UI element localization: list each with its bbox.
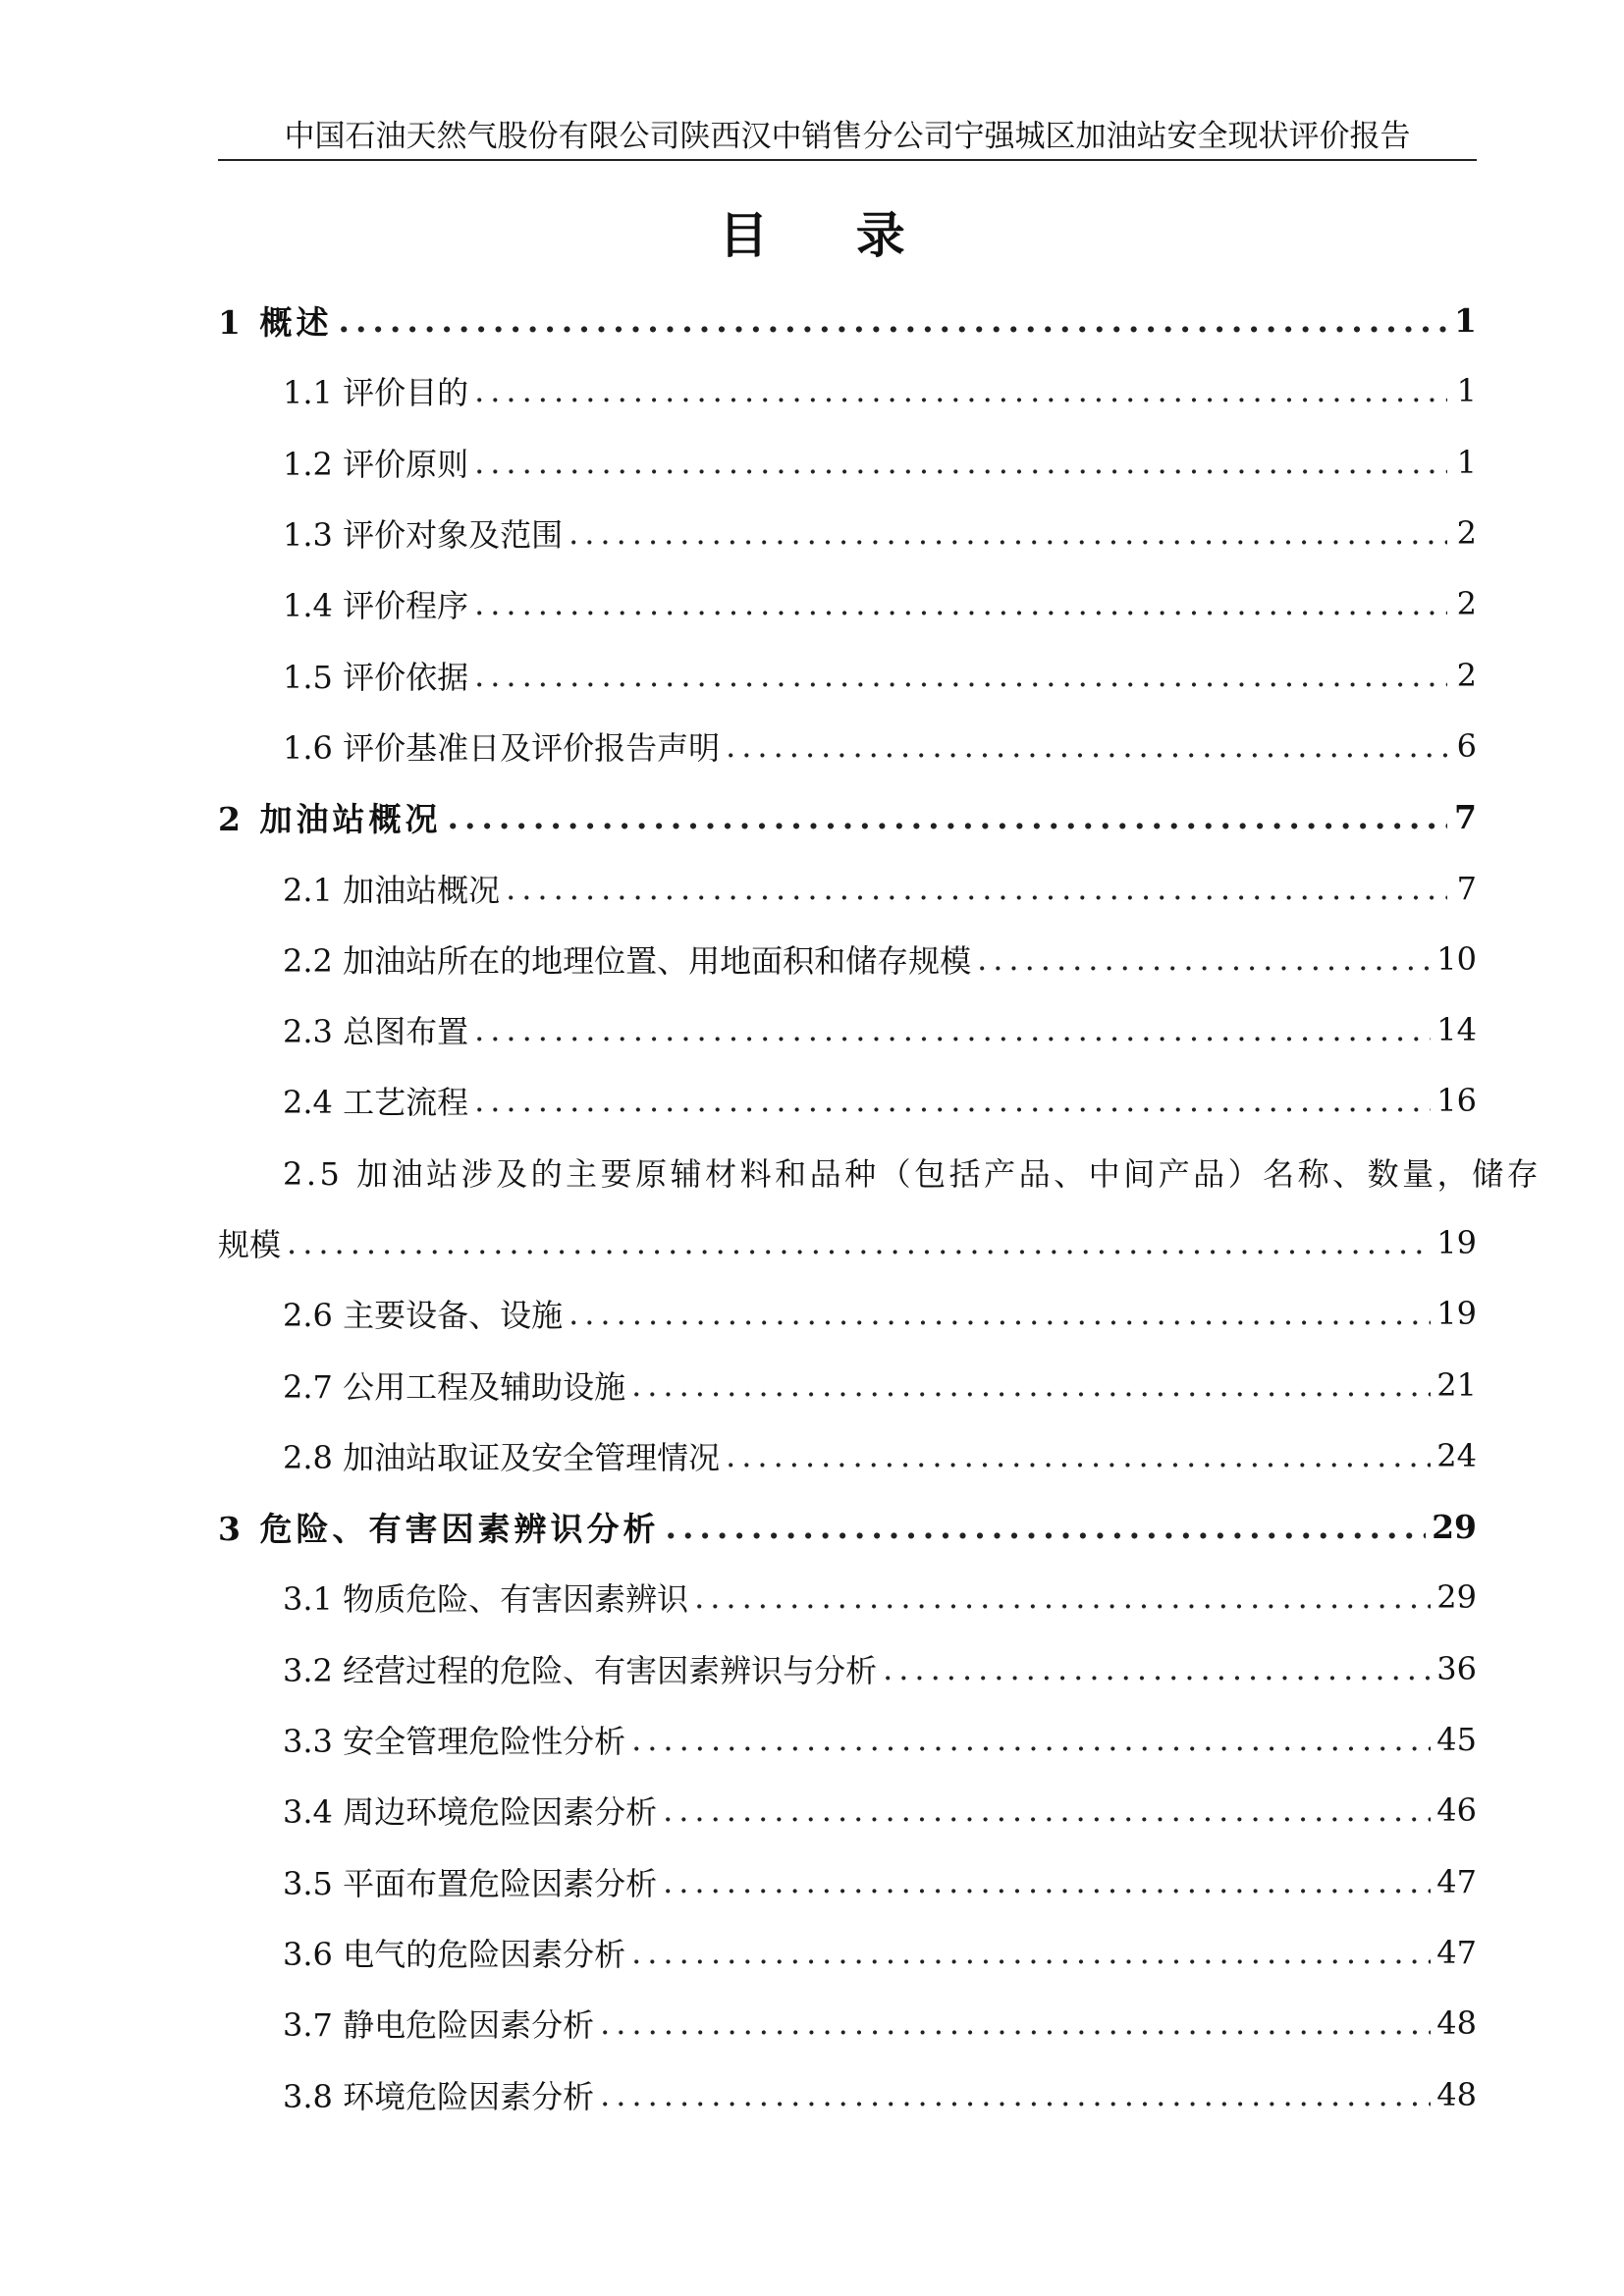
toc-entry-label: 2.2 加油站所在的地理位置、用地面积和储存规模 — [283, 941, 972, 980]
toc-leader-dots — [338, 301, 1447, 340]
toc-entry-label: 3 危险、有害因素辨识分析 — [218, 1509, 660, 1548]
toc-entry[interactable] — [218, 1137, 1543, 1207]
toc-entry-label: 3.2 经营过程的危险、有害因素辨识与分析 — [283, 1651, 878, 1689]
toc-entry-label: 2 加油站概况 — [218, 799, 442, 838]
toc-entry-page: 2 — [1456, 656, 1477, 694]
toc-entry-page: 36 — [1436, 1649, 1477, 1687]
toc-entry-label: 2.1 加油站概况 — [283, 871, 501, 909]
toc-entry[interactable] — [218, 924, 1477, 994]
toc-entry-label: 2.5 加油站涉及的主要原辅材料和品种（包括产品、中间产品）名称、数量，储存 — [283, 1154, 1543, 1193]
toc-entry-label: 3.1 物质危险、有害因素辨识 — [283, 1580, 689, 1619]
toc-entry-label: 1 概述 — [218, 302, 333, 342]
toc-entry-page: 48 — [1436, 2075, 1477, 2113]
toc-leader-dots — [474, 657, 1447, 694]
toc-entry[interactable] — [218, 994, 1477, 1065]
toc-leader-dots — [474, 585, 1447, 622]
toc-entry-page: 29 — [1432, 1507, 1477, 1546]
toc-entry-label: 2.7 公用工程及辅助设施 — [283, 1367, 626, 1406]
toc-leader-dots — [600, 2076, 1431, 2113]
toc-leader-dots — [663, 1791, 1431, 1829]
toc-entry-page: 48 — [1436, 2004, 1477, 2043]
toc-leader-dots — [631, 1366, 1431, 1404]
toc-entry-page: 47 — [1436, 1862, 1477, 1900]
toc-entry[interactable] — [218, 1917, 1477, 1988]
toc-leader-dots — [883, 1650, 1431, 1687]
toc-entry-label: 3.5 平面布置危险因素分析 — [283, 1864, 658, 1902]
toc-leader-dots — [568, 1295, 1431, 1332]
toc-leader-dots — [600, 2004, 1431, 2042]
running-header: 中国石油天然气股份有限公司陕西汉中销售分公司宁强城区加油站安全现状评价报告 — [284, 119, 1411, 154]
toc-entry-page: 16 — [1436, 1082, 1477, 1120]
toc-entry-page: 1 — [1454, 300, 1477, 340]
toc-entry-page: 19 — [1436, 1224, 1477, 1261]
toc-entry[interactable] — [218, 568, 1477, 639]
toc-entry[interactable] — [218, 355, 1477, 426]
toc-entry-label: 2.4 工艺流程 — [283, 1084, 469, 1122]
toc-entry[interactable] — [218, 1846, 1477, 1917]
toc-entry[interactable] — [218, 285, 1477, 355]
toc-leader-dots — [287, 1224, 1431, 1261]
toc-entry[interactable] — [218, 1349, 1477, 1419]
toc-entry-page: 2 — [1456, 585, 1477, 623]
toc-entry-label: 3.4 周边环境危险因素分析 — [283, 1793, 658, 1832]
toc-entry[interactable] — [218, 498, 1477, 568]
toc-entry[interactable] — [218, 427, 1477, 498]
toc-entry[interactable] — [218, 781, 1477, 852]
toc-leader-dots — [726, 727, 1447, 765]
toc-entry-continuation[interactable] — [218, 1207, 1477, 1278]
toc-entry[interactable] — [218, 852, 1477, 923]
toc-entry[interactable] — [218, 1775, 1477, 1845]
toc-leader-dots — [726, 1437, 1431, 1474]
toc-entry-label: 规模 — [218, 1226, 282, 1263]
toc-entry[interactable] — [218, 1562, 1477, 1632]
toc-leader-dots — [474, 372, 1447, 409]
toc-entry-page: 14 — [1436, 1011, 1477, 1049]
table-of-contents — [218, 285, 1543, 2130]
toc-entry-label: 1.3 评价对象及范围 — [283, 516, 564, 555]
toc-leader-dots — [474, 1082, 1431, 1119]
toc-leader-dots — [631, 1934, 1431, 1971]
toc-entry[interactable] — [218, 1491, 1477, 1562]
toc-entry-label: 1.5 评价依据 — [283, 658, 469, 696]
toc-entry-page: 29 — [1436, 1578, 1477, 1617]
toc-entry-label: 1.2 评价原则 — [283, 445, 469, 483]
toc-entry-page: 1 — [1456, 443, 1477, 481]
toc-leader-dots — [977, 940, 1431, 978]
toc-entry-page: 7 — [1456, 869, 1477, 907]
toc-entry-label: 3.7 静电危险因素分析 — [283, 2006, 595, 2045]
toc-entry-page: 46 — [1436, 1791, 1477, 1830]
toc-entry-page: 24 — [1436, 1436, 1477, 1474]
toc-leader-dots — [506, 870, 1447, 907]
toc-entry-label: 2.8 加油站取证及安全管理情况 — [283, 1438, 721, 1476]
toc-leader-dots — [474, 1011, 1431, 1048]
toc-entry[interactable] — [218, 1704, 1477, 1775]
toc-entry[interactable] — [218, 711, 1477, 781]
toc-leader-dots — [474, 444, 1447, 481]
toc-entry-page: 7 — [1454, 797, 1477, 836]
toc-leader-dots — [631, 1721, 1431, 1758]
toc-entry-page: 6 — [1456, 726, 1477, 765]
toc-entry[interactable] — [218, 1065, 1477, 1136]
toc-entry-page: 2 — [1456, 514, 1477, 553]
toc-leader-dots — [663, 1863, 1431, 1900]
toc-entry[interactable] — [218, 1278, 1477, 1349]
toc-entry-page: 1 — [1456, 372, 1477, 410]
toc-title: 目 录 — [719, 206, 941, 264]
toc-entry-label: 2.6 主要设备、设施 — [283, 1297, 564, 1335]
toc-entry-label: 3.8 环境危险因素分析 — [283, 2077, 595, 2115]
toc-entry-page: 47 — [1436, 1933, 1477, 1971]
toc-entry-label: 3.6 电气的危险因素分析 — [283, 1935, 626, 1973]
toc-leader-dots — [568, 514, 1447, 552]
toc-leader-dots — [447, 798, 1447, 836]
toc-entry-label: 2.3 总图布置 — [283, 1013, 469, 1051]
toc-entry-page: 19 — [1436, 1295, 1477, 1333]
toc-entry[interactable] — [218, 1420, 1477, 1491]
toc-entry[interactable] — [218, 1633, 1477, 1704]
toc-entry-page: 45 — [1436, 1721, 1477, 1759]
toc-leader-dots — [694, 1578, 1431, 1616]
toc-entry-label: 3.3 安全管理危险性分析 — [283, 1723, 626, 1761]
toc-entry-page: 21 — [1436, 1365, 1477, 1404]
toc-entry[interactable] — [218, 1988, 1477, 2058]
toc-leader-dots — [665, 1508, 1426, 1546]
toc-entry-label: 1.4 评价程序 — [283, 587, 469, 625]
toc-entry[interactable] — [218, 2058, 1477, 2129]
header-divider — [218, 159, 1477, 161]
toc-entry-page: 10 — [1436, 939, 1477, 978]
toc-entry[interactable] — [218, 639, 1477, 710]
toc-entry-label: 1.6 评价基准日及评价报告声明 — [283, 728, 721, 767]
toc-entry-label: 1.1 评价目的 — [283, 374, 469, 412]
